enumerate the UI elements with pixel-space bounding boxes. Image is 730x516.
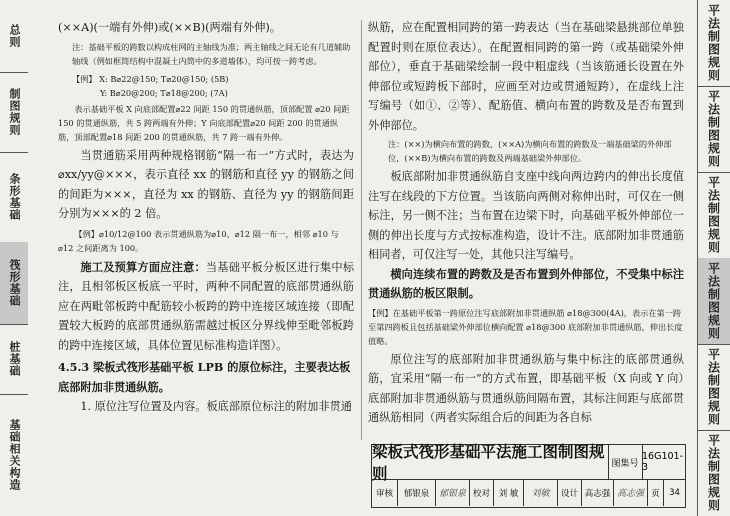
placement-paragraph: 纵筋，应在配置相同跨的第一跨表达（当在基础梁悬挑部位单独配置时则在原位表达）。在配置相同跨的第一跨（或基础梁外伸部位），垂直于基础梁绘制一段中粗虚线（当该筋通长设置在外伸部位或短跨板下部时，应画至对边或贯通短跨），在虚线上注写编号（如①、②等）、配筋值、横向布置的跨数及是否布置到外伸部位。 — [368, 21, 684, 132]
right-text-column — [368, 18, 684, 428]
signature-row — [372, 479, 685, 506]
right-tab-0[interactable]: 平法制图规则 — [698, 0, 730, 87]
design-label: 设计 — [558, 479, 582, 506]
example-1-line-a: 【例】 X: B⌀22@150; T⌀20@150; (5B) — [72, 73, 229, 84]
checker-signature: 刘敏 — [524, 479, 558, 506]
page-number: 34 — [669, 487, 680, 498]
review-label: 审核 — [372, 479, 398, 506]
interleave-paragraph: 原位注写的底部附加非贯通纵筋与集中标注的底部贯通纵筋，宜采用“隔一布一”的方式布置，即基础平板（X 向或 Y 向）底部附加非贯通纵筋与贯通纵筋间隔布置，其标注间距与底部贯通纵筋相同（两者实际组合后的间距为各自标 — [368, 352, 684, 424]
right-tab-3[interactable]: 平法制图规则 — [698, 258, 730, 345]
right-tab-2[interactable]: 平法制图规则 — [698, 172, 730, 259]
span-count-note: 注：基础平板的跨数以构成柱网的主轴线为准；两主轴线之间无论有几道辅助轴线（例如框筒结构中混凝土内筒中的多道墙体），均可按一跨考虑。 — [72, 41, 351, 66]
left-text-column — [58, 18, 354, 417]
drawing-title: 梁板式筏形基础平法施工图制图规则 — [372, 445, 609, 480]
left-tab-0[interactable]: 总则 — [0, 0, 28, 73]
continuous-span-rule: 横向连续布置的跨数及是否布置到外伸部位，不受集中标注贯通纵筋的板区限制。 — [368, 266, 684, 300]
checker-name: 刘 敏 — [494, 479, 524, 506]
left-tab-3[interactable]: 筏形基础 — [0, 242, 28, 325]
left-tab-4[interactable]: 桩基础 — [0, 324, 28, 395]
atlas-number: 16G101-3 — [642, 445, 685, 480]
example-1-explanation: 表示基础平板 X 向底部配置⌀22 间距 150 的贯通纵筋，顶部配置 ⌀20 间距 150 的贯通纵筋，共 5 跨两端有外伸；Y 向底部配置⌀20 间距 200 的贯通纵筋，顶部配置⌀18 间距 200 的贯通纵筋，共 7 跨一端有外伸。 — [58, 103, 350, 142]
column-divider — [361, 20, 362, 440]
alternating-bars-paragraph: 当贯通筋采用两种规格钢筋“隔一布一”方式时，表达为 ⌀xx/yy@×××，表示直径 xx 的钢筋和直径 yy 的钢筋之间的间距为×××，直径为 xx 的钢筋、直径为 yy 的钢筋间距分别为×××的 2 倍。 — [58, 148, 354, 220]
example-1-line-b: Y: B⌀20@200; T⌀18@200; (7A) — [100, 87, 228, 98]
right-tab-1[interactable]: 平法制图规则 — [698, 86, 730, 173]
drawing-title-block — [371, 444, 686, 508]
extension-length-paragraph: 板底部附加非贯通纵筋自支座中线向两边跨内的伸出长度值注写在线段的下方位置。当该筋向两侧对称伸出时，可仅在一侧标注，另一侧不注；当布置在边梁下时，向基础平板外伸部位一侧的伸出长度与方式按标准构造，设计不注。底部附加非贯通筋相同者，可仅注写一处，其他只注写编号。 — [368, 170, 684, 261]
designer-name: 高志强 — [582, 479, 614, 506]
item-1-text: 1. 原位注写位置及内容。板底部原位标注的附加非贯通 — [80, 400, 352, 413]
section-4-5-3-heading: 4.5.3 梁板式筏形基础平板 LPB 的原位标注，主要表达板底部附加非贯通纵筋。 — [58, 360, 351, 394]
atlas-label: 图集号 — [608, 445, 643, 480]
reviewer-name: 郁银泉 — [398, 479, 436, 506]
designer-signature: 高志强 — [614, 479, 648, 506]
span-notation-line: (××A)(一端有外伸)或(××B)(两端有外伸)。 — [58, 21, 281, 34]
right-chapter-tabs — [697, 0, 730, 516]
check-label: 校对 — [470, 479, 494, 506]
left-tab-2[interactable]: 条形基础 — [0, 152, 28, 243]
left-tab-5[interactable]: 基础相关构造 — [8, 419, 21, 491]
construction-note-heading: 施工及预算方面应注意： — [80, 259, 206, 274]
example-additional-bars: 【例】在基础平板第一跨原位注写底部附加非贯通纵筋 ⌀18@300(4A)，表示在第一跨至第四跨板且包括基础梁外伸部位横向配置 ⌀18@300 底部附加非贯通纵筋，伸出长度值略。 — [368, 307, 683, 346]
page-label: 页 — [648, 479, 664, 506]
right-tab-4[interactable]: 平法制图规则 — [698, 344, 730, 431]
example-2: 【例】⌀10/12@100 表示贯通纵筋为⌀10、⌀12 隔一布一，相邻 ⌀10 与⌀12 之间距离为 100。 — [58, 228, 339, 253]
span-notation-note: 注：(××)为横向布置的跨数，(××A)为横向布置的跨数及一端基础梁的外伸部位，(××B)为横向布置的跨数及两端基础梁外伸部位。 — [388, 139, 672, 163]
reviewer-signature: 郁银泉 — [436, 479, 470, 506]
left-tab-1[interactable]: 制图规则 — [0, 72, 28, 153]
left-chapter-tabs — [0, 0, 29, 516]
right-tab-5[interactable]: 平法制图规则 — [706, 434, 721, 512]
construction-note-body: 当基础平板分板区进行集中标注，且相邻板区板底一平时，两种不同配置的底部贯通纵筋应在两毗邻板跨中配筋较小板跨的跨中连接区域连接（即配置较大板跨的底部贯通纵筋需越过板区分界线伸至毗邻板跨的跨中连接区域，具体位置见标准构造详图）。 — [58, 260, 354, 352]
